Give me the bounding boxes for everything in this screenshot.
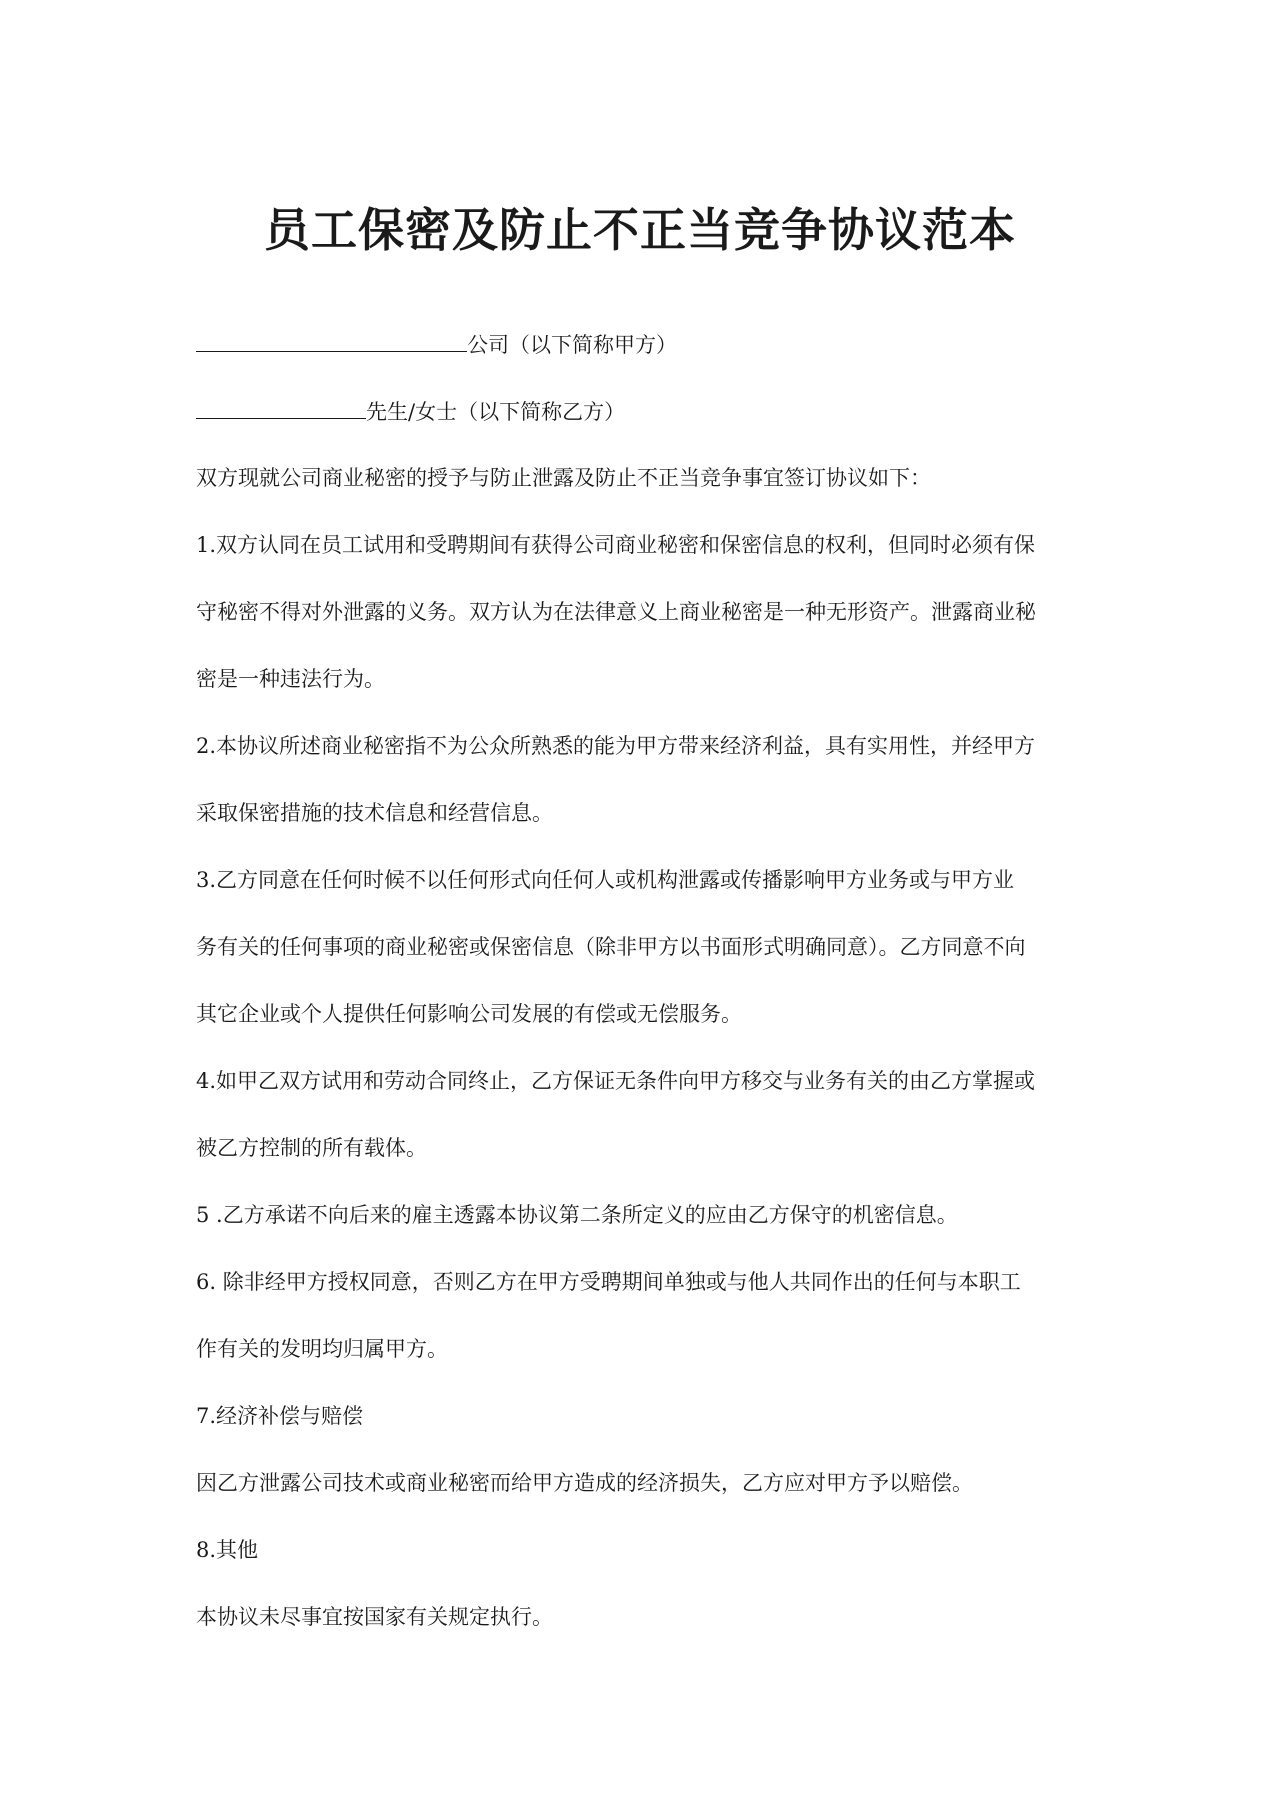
party-b-name-blank[interactable] [196, 396, 366, 419]
clause-4-line-2: 被乙方控制的所有载体。 [196, 1136, 427, 1160]
party-a-label: 公司（以下简称甲方） [467, 333, 677, 357]
clause-1-line-2: 守秘密不得对外泄露的义务。双方认为在法律意义上商业秘密是一种无形资产。泄露商业秘 [196, 600, 1036, 624]
clause-5-line-1: 5 .乙方承诺不向后来的雇主透露本协议第二条所定义的应由乙方保守的机密信息。 [196, 1203, 958, 1227]
clause-4-line-1: 4.如甲乙双方试用和劳动合同终止，乙方保证无条件向甲方移交与业务有关的由乙方掌握或 [196, 1069, 1036, 1093]
party-a-line [196, 329, 1096, 360]
clause-1-line-3: 密是一种违法行为。 [196, 667, 385, 691]
clause-3-line-1: 3.乙方同意在任何时候不以任何形式向任何人或机构泄露或传播影响甲方业务或与甲方业 [196, 868, 1015, 892]
clause-1-line-1: 1.双方认同在员工试用和受聘期间有获得公司商业秘密和保密信息的权利，但同时必须有保 [196, 533, 1036, 557]
clause-6-line-2: 作有关的发明均归属甲方。 [196, 1337, 448, 1361]
party-a-name-blank[interactable] [196, 329, 467, 352]
clause-8-text: 本协议未尽事宜按国家有关规定执行。 [196, 1605, 553, 1629]
clause-7-text: 因乙方泄露公司技术或商业秘密而给甲方造成的经济损失，乙方应对甲方予以赔偿。 [196, 1471, 973, 1495]
clause-3-line-2: 务有关的任何事项的商业秘密或保密信息（除非甲方以书面形式明确同意）。乙方同意不向 [196, 935, 1026, 959]
intro-line: 双方现就公司商业秘密的授予与防止泄露及防止不正当竞争事宜签订协议如下： [196, 466, 931, 490]
clause-2-line-1: 2.本协议所述商业秘密指不为公众所熟悉的能为甲方带来经济利益，具有实用性，并经甲方 [196, 734, 1036, 758]
party-b-line [196, 396, 1096, 427]
clause-7-heading: 7.经济补偿与赔偿 [196, 1404, 364, 1428]
party-b-label: 先生/女士（以下简称乙方） [366, 400, 626, 424]
clause-6-line-1: 6. 除非经甲方授权同意，否则乙方在甲方受聘期间单独或与他人共同作出的任何与本职工 [196, 1270, 1021, 1294]
document-title: 员工保密及防止不正当竞争协议范本 [264, 203, 1016, 257]
clause-8-heading: 8.其他 [196, 1538, 259, 1562]
clause-3-line-3: 其它企业或个人提供任何影响公司发展的有偿或无偿服务。 [196, 1002, 742, 1026]
clause-2-line-2: 采取保密措施的技术信息和经营信息。 [196, 801, 553, 825]
